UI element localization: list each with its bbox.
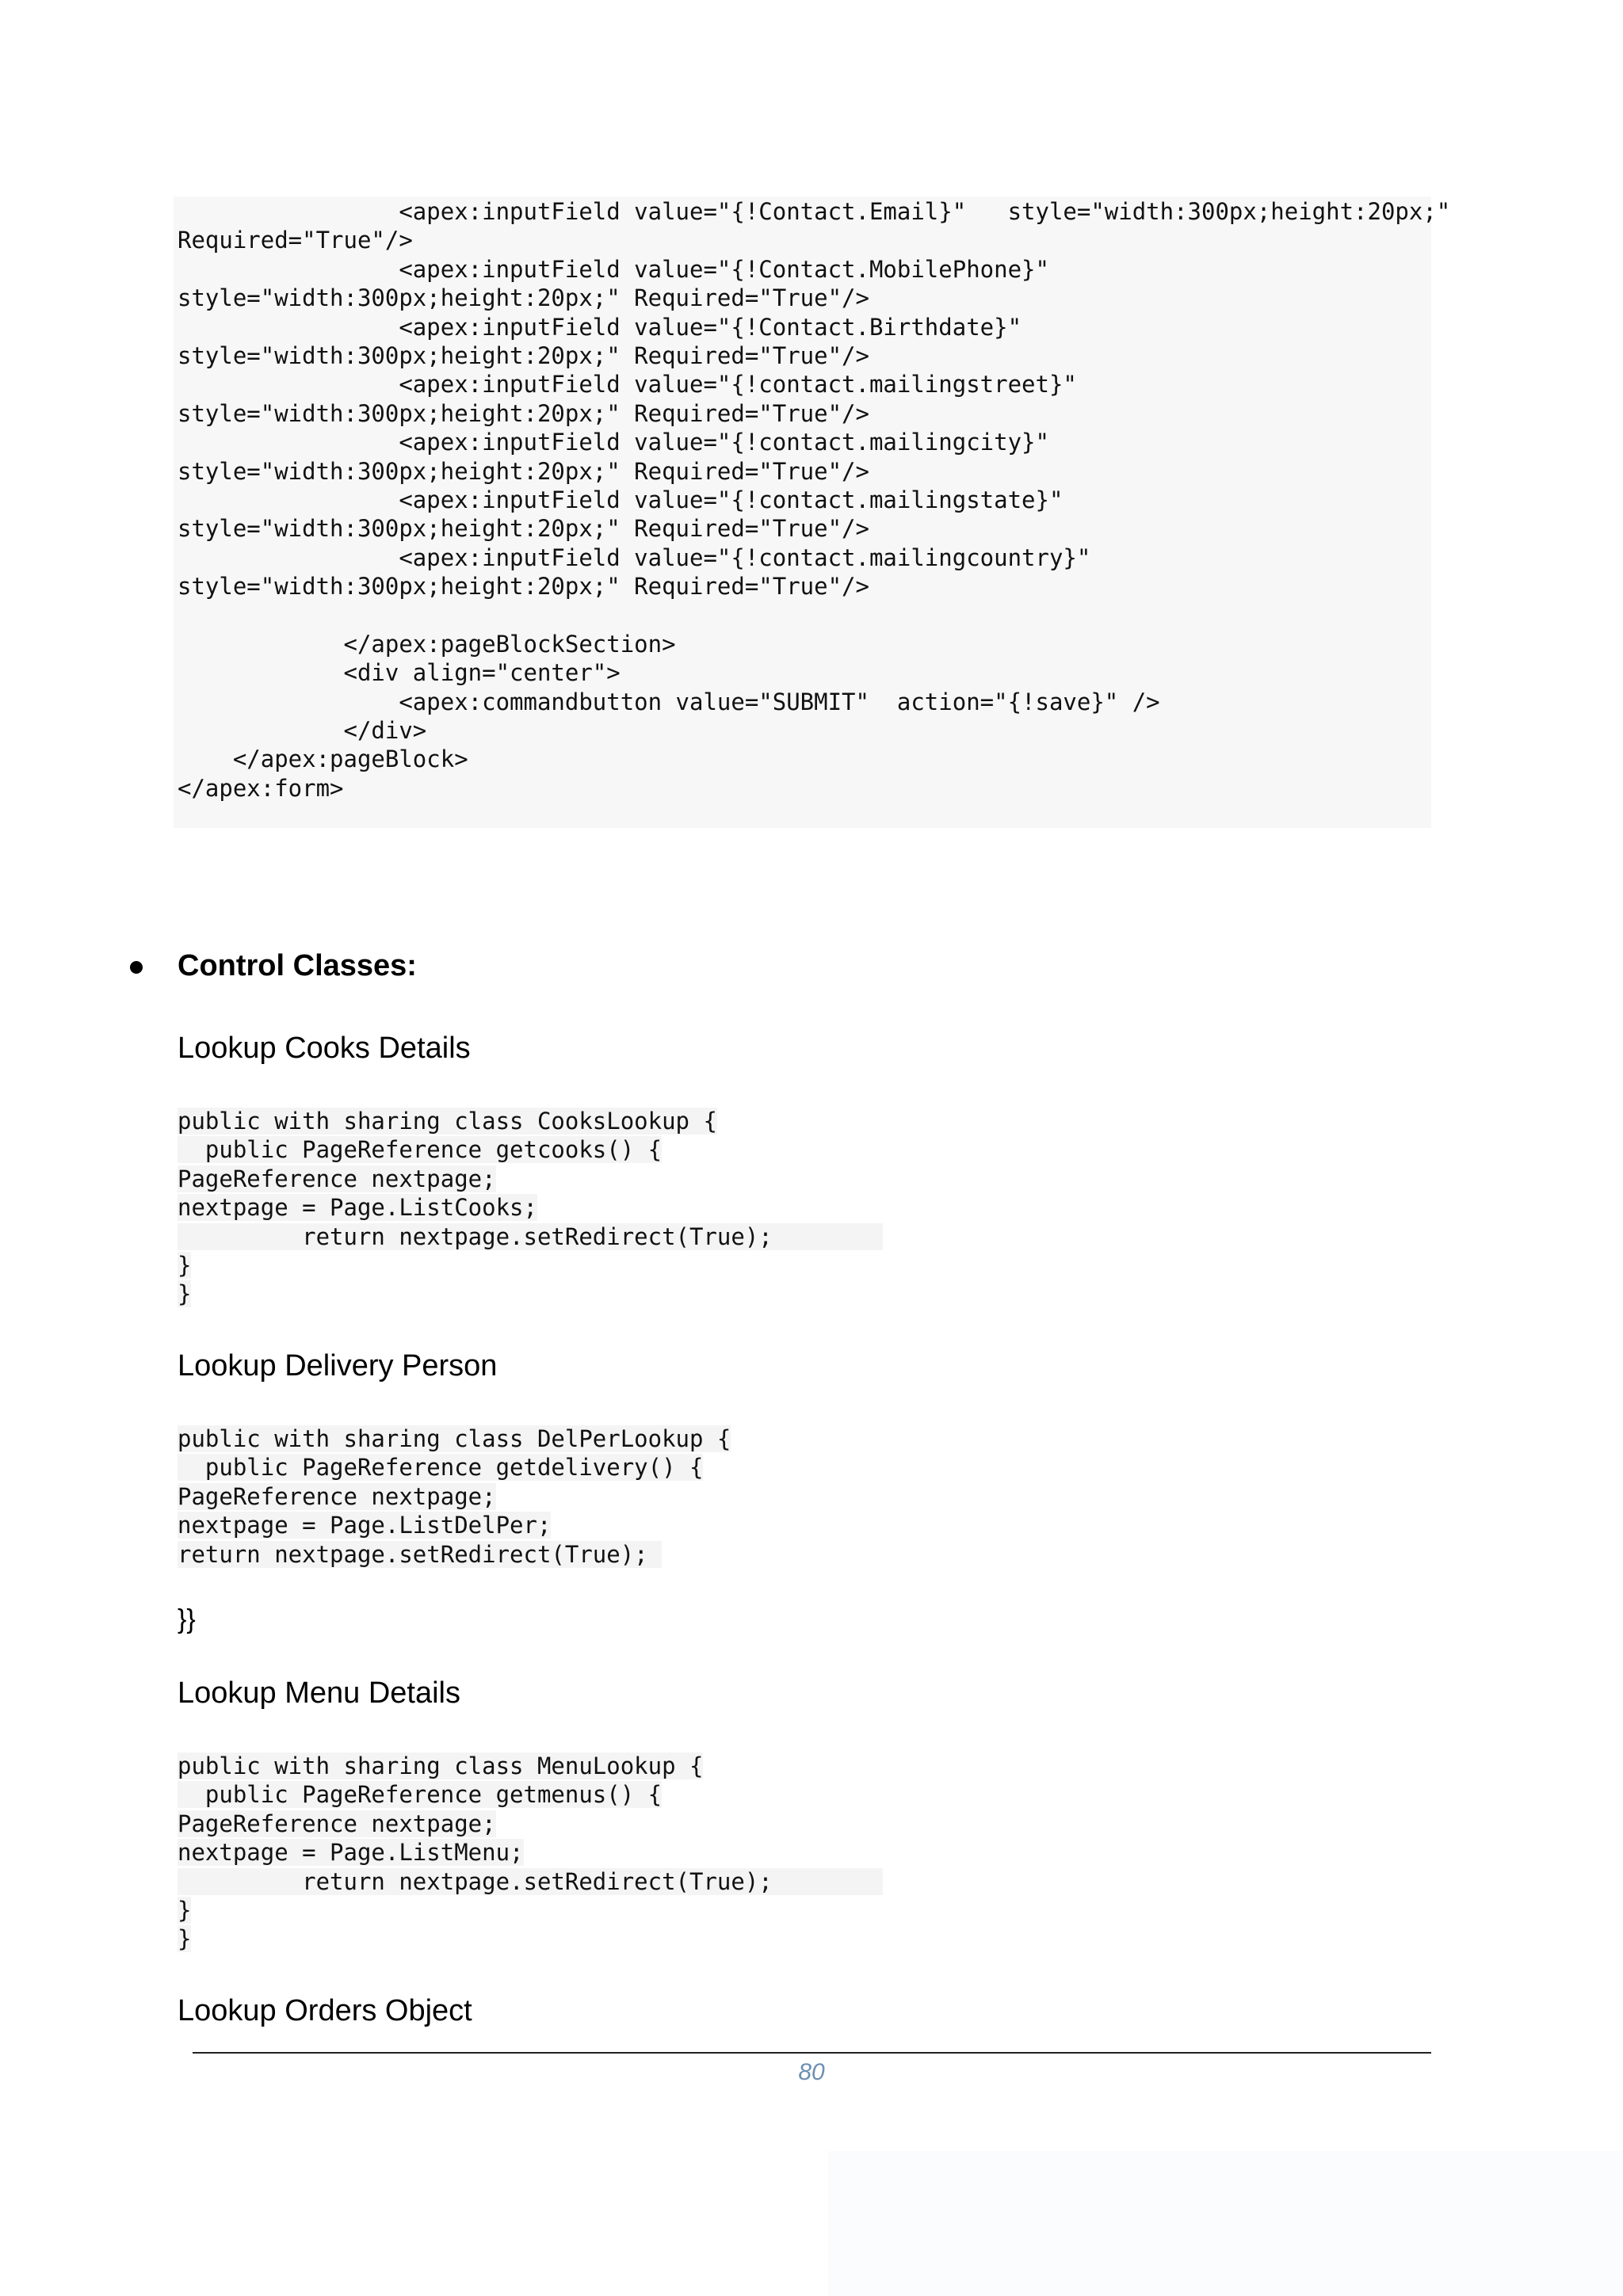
cooks-lookup-code <box>178 1107 883 1309</box>
code-line <box>178 1165 883 1193</box>
code-line-text: nextpage = Page.ListMenu; <box>178 1839 524 1867</box>
code-line <box>178 457 1450 486</box>
code-line <box>178 1752 883 1780</box>
code-line <box>178 745 1450 773</box>
code-line-text: public with sharing class DelPerLookup { <box>178 1425 731 1452</box>
code-line-text: </apex:pageBlockSection> <box>178 630 676 658</box>
code-line <box>178 197 1450 226</box>
code-line <box>178 1135 883 1164</box>
code-line-text: <apex:inputField value="{!contact.mailingcountry}" <box>178 543 1091 571</box>
code-line-text: <apex:commandbutton value="SUBMIT" action="{!save}" /> <box>178 688 1160 715</box>
code-line-text: public PageReference getdelivery() { <box>178 1454 704 1482</box>
code-line-text: } <box>178 1896 192 1924</box>
menu-lookup-heading: Lookup Menu Details <box>178 1676 460 1710</box>
code-line-text: </apex:pageBlock> <box>178 746 468 773</box>
code-line-text: nextpage = Page.ListDelPer; <box>178 1512 552 1539</box>
code-line <box>178 1280 883 1308</box>
code-line-text: return nextpage.setRedirect(True); <box>178 1222 884 1250</box>
code-line-text: <apex:inputField value="{!Contact.MobilePhone}" <box>178 255 1049 283</box>
orders-lookup-heading: Lookup Orders Object <box>178 1994 472 2027</box>
footer-rule <box>193 2052 1431 2054</box>
visualforce-code-block <box>178 197 1450 803</box>
code-line <box>178 543 1450 572</box>
code-line-text: style="width:300px;height:20px;" Required="True"/> <box>178 284 869 312</box>
code-line-text: <apex:inputField value="{!contact.mailingstreet}" <box>178 371 1077 399</box>
code-line <box>178 1107 883 1135</box>
code-line-text: PageReference nextpage; <box>178 1810 496 1837</box>
code-line <box>178 1482 731 1511</box>
code-line-text: return nextpage.setRedirect(True); <box>178 1867 884 1895</box>
code-line <box>178 1838 883 1867</box>
code-line <box>178 716 1450 745</box>
menu-lookup-code <box>178 1752 883 1954</box>
code-line-text: PageReference nextpage; <box>178 1482 496 1510</box>
code-line-text: public PageReference getmenus() { <box>178 1781 663 1809</box>
code-line-text: style="width:300px;height:20px;" Required="True"/> <box>178 573 869 601</box>
code-line <box>178 1867 883 1896</box>
code-line <box>178 399 1450 428</box>
code-line-text: } <box>178 1925 192 1953</box>
cooks-lookup-heading: Lookup Cooks Details <box>178 1032 471 1065</box>
code-line <box>178 1425 731 1453</box>
code-line-text: </apex:form> <box>178 774 344 802</box>
code-line <box>178 658 1450 687</box>
code-line <box>178 284 1450 312</box>
code-line-text: Required="True"/> <box>178 227 413 254</box>
code-line <box>178 1896 883 1924</box>
code-line <box>178 226 1450 254</box>
code-line-text: style="width:300px;height:20px;" Required="True"/> <box>178 457 869 485</box>
delivery-lookup-heading: Lookup Delivery Person <box>178 1349 498 1383</box>
code-line-text: nextpage = Page.ListCooks; <box>178 1194 537 1222</box>
code-line-text: <apex:inputField value="{!Contact.Birthdate}" <box>178 313 1022 341</box>
code-line-text: </div> <box>178 717 427 745</box>
code-line-text: public PageReference getcooks() { <box>178 1136 663 1164</box>
delivery-lookup-code <box>178 1425 731 1569</box>
code-line <box>178 255 1450 284</box>
code-line <box>178 774 1450 803</box>
code-line <box>178 370 1450 399</box>
code-line <box>178 514 1450 543</box>
code-line-text: style="width:300px;height:20px;" Required="True"/> <box>178 399 869 427</box>
code-line <box>178 1810 883 1838</box>
code-line <box>178 1453 731 1482</box>
section-title: Control Classes: <box>178 949 417 982</box>
code-line <box>178 1780 883 1809</box>
code-line <box>178 341 1450 370</box>
code-line-text: } <box>178 1280 192 1308</box>
code-line-text: <apex:inputField value="{!contact.mailingcity}" <box>178 429 1049 456</box>
bullet-icon <box>130 961 143 974</box>
delivery-lookup-closing: }} <box>178 1604 196 1634</box>
code-line <box>178 572 1450 601</box>
code-line-text: style="width:300px;height:20px;" Required="True"/> <box>178 341 869 369</box>
code-line <box>178 630 1450 658</box>
code-line <box>178 428 1450 456</box>
code-line-text: public with sharing class MenuLookup { <box>178 1753 704 1779</box>
code-line <box>178 1540 731 1569</box>
page-number: 80 <box>798 2059 825 2085</box>
code-line-text: public with sharing class CooksLookup { <box>178 1108 717 1135</box>
code-line <box>178 601 1450 629</box>
code-line <box>178 688 1450 716</box>
code-line <box>178 1193 883 1222</box>
code-line-text: <div align="center"> <box>178 659 621 687</box>
code-line-text: <apex:inputField value="{!Contact.Email}" style="width:300px;height:20px;" <box>178 198 1451 225</box>
code-line-text: style="width:300px;height:20px;" Required="True"/> <box>178 515 869 543</box>
code-line <box>178 1511 731 1539</box>
code-line <box>178 486 1450 514</box>
code-line <box>178 1924 883 1953</box>
page-corner-tint <box>828 2151 1623 2296</box>
code-line-text: <apex:inputField value="{!contact.mailingstate}" <box>178 486 1064 513</box>
code-line <box>178 1222 883 1251</box>
code-line-text: return nextpage.setRedirect(True); <box>178 1540 663 1568</box>
code-line <box>178 313 1450 341</box>
code-line <box>178 1251 883 1280</box>
code-line-text: } <box>178 1251 192 1279</box>
code-line-text: PageReference nextpage; <box>178 1165 496 1192</box>
